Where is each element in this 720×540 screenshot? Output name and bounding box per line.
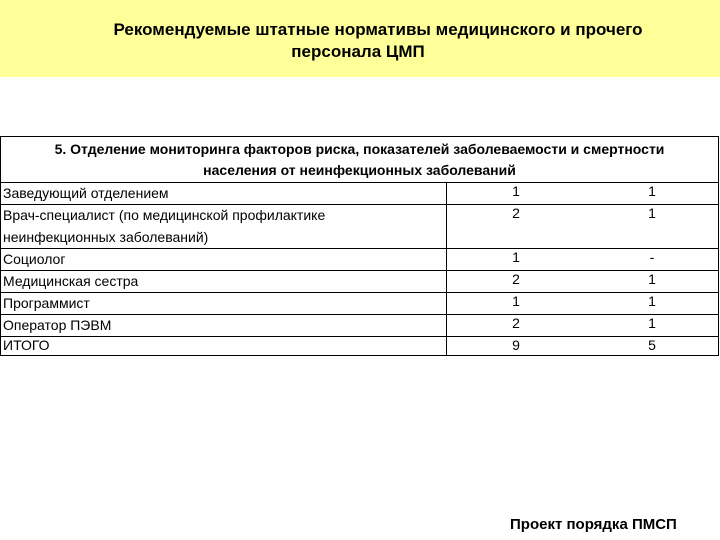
- row-value-a: 2: [512, 271, 520, 287]
- table-heading: [1, 137, 718, 183]
- footer-caption: Проект порядка ПМСП: [510, 516, 677, 533]
- row-position: Заведующий отделением: [3, 185, 169, 201]
- row-position: Врач-специалист (по медицинской профилактике: [3, 207, 326, 223]
- table-row: [1, 293, 718, 315]
- title-band: [0, 0, 720, 77]
- row-value-b: 5: [648, 337, 656, 353]
- table-row: [1, 249, 718, 271]
- row-value-b: 1: [648, 205, 656, 221]
- row-position: Медицинская сестра: [3, 273, 139, 289]
- slide-title-line1: Рекомендуемые штатные нормативы медицинского и прочего: [113, 20, 643, 39]
- row-value-a: 2: [512, 205, 520, 221]
- row-value-b: 1: [648, 293, 656, 309]
- table-row: [1, 271, 718, 293]
- row-value-a: 1: [512, 183, 520, 199]
- table-row: [1, 337, 718, 355]
- row-value-a: 1: [512, 249, 520, 265]
- row-position: Оператор ПЭВМ: [3, 317, 112, 333]
- row-value-a: 1: [512, 293, 520, 309]
- row-value-b: -: [649, 249, 655, 265]
- row-value-a: 9: [512, 337, 520, 353]
- row-value-b: 1: [648, 315, 656, 331]
- row-position: Программист: [3, 295, 90, 311]
- row-value-b: 1: [648, 271, 656, 287]
- row-value-b: 1: [648, 183, 656, 199]
- row-position-cont: неинфекционных заболеваний): [3, 229, 209, 245]
- table-row: [1, 205, 718, 249]
- table-heading-line2: населения от неинфекционных заболеваний: [203, 162, 516, 178]
- staffing-table: [0, 136, 719, 356]
- slide-title-line2: персонала ЦМП: [291, 42, 425, 61]
- table-row: [1, 183, 718, 205]
- table-heading-line1: 5. Отделение мониторинга факторов риска, показателей заболеваемости и смертности: [54, 141, 665, 157]
- table-row: [1, 315, 718, 337]
- row-position: Социолог: [3, 251, 66, 267]
- row-value-a: 2: [512, 315, 520, 331]
- row-position: ИТОГО: [3, 337, 50, 353]
